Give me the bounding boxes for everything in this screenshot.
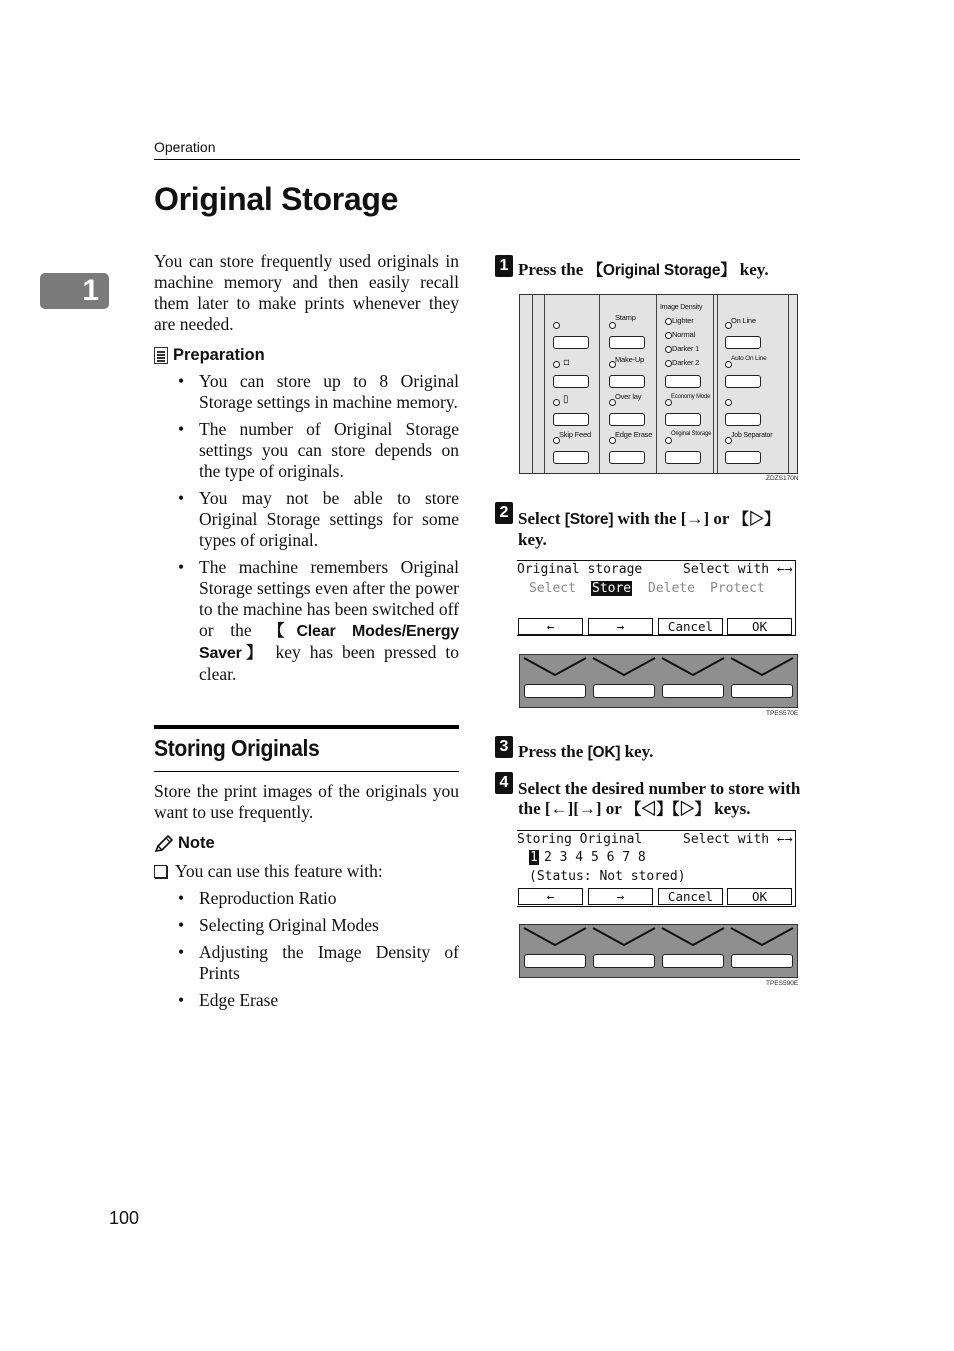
list-item: • The number of Original Storage settings you can store depends on the type of originals.: [178, 419, 459, 482]
job-separator-label: Job Separator: [731, 432, 773, 439]
feature-list: [178, 888, 459, 1017]
indicator-led: [665, 399, 672, 406]
lcd-title: Storing Original: [517, 832, 643, 847]
page-title: Original Storage: [154, 181, 399, 217]
lcd-option-delete: Delete: [648, 581, 695, 596]
figure-code: TPES570E: [766, 710, 799, 717]
makeup-label: Make-Up: [615, 355, 645, 364]
figure-code: TPES590E: [766, 980, 799, 987]
list-item: • Edge Erase: [178, 990, 459, 1011]
list-item-text: key has been pressed to clear.: [199, 642, 459, 684]
control-panel-figure: [519, 294, 798, 474]
step-text-part: key.: [518, 530, 547, 549]
step-text: [518, 260, 800, 281]
panel-button: [553, 375, 589, 388]
indicator-led: [553, 322, 560, 329]
selection-key: [731, 684, 793, 698]
lcd-left-button[interactable]: ←: [518, 618, 583, 635]
intro-paragraph: You can store frequently used originals in machine memory and then easily recall them later to make prints whenever they are needed.: [154, 251, 459, 334]
lcd-cancel-button[interactable]: Cancel: [658, 618, 723, 635]
mode-icon: ▫: [563, 357, 570, 368]
job-separator-button: [725, 451, 761, 464]
economy-mode-button: [665, 413, 701, 426]
section-title: Storing Originals: [154, 735, 320, 761]
step-number: 3: [495, 736, 513, 758]
step-text-part: Press the: [518, 260, 588, 279]
mode-icon: ▯: [563, 394, 569, 405]
right-key-label: 【▷】: [733, 511, 780, 528]
step-text: [518, 742, 800, 763]
selection-key: [593, 684, 655, 698]
lcd-hint: Select with ←→: [683, 562, 793, 577]
note-item-text: You can use this feature with:: [175, 861, 383, 881]
lcd-selected-number[interactable]: 1: [530, 850, 538, 865]
list-item: • You may not be able to store Original Storage settings for some types of original.: [178, 488, 459, 551]
chapter-tab: 1: [40, 273, 109, 309]
lcd-right-button[interactable]: →: [588, 888, 653, 905]
step-text-part: Select: [518, 509, 565, 528]
list-item-text: The machine remembers Original Storage settings even after the power to the machine has been switched off or the: [199, 557, 459, 640]
skip-feed-button: [553, 451, 589, 464]
selection-keys-figure: [519, 654, 798, 708]
original-storage-key-label: 【Original Storage】: [587, 262, 736, 279]
step-number: 1: [495, 255, 513, 277]
step-text-part: keys.: [709, 799, 751, 818]
on-line-label: On Line: [731, 316, 756, 325]
selection-key: [524, 684, 586, 698]
note-heading: [154, 834, 215, 853]
selection-keys-figure: [519, 924, 798, 978]
step-text-part: Press the: [518, 742, 588, 761]
step-text: [518, 509, 802, 550]
makeup-button: [609, 375, 645, 388]
preparation-list: [178, 371, 459, 691]
indicator-led: [553, 399, 560, 406]
stamp-button: [609, 336, 645, 349]
clear-modes-key-label: 【Clear Modes/Energy Saver】: [199, 623, 459, 662]
indicator-led: [665, 437, 672, 444]
list-item: • Adjusting the Image Density of Prints: [178, 942, 459, 984]
lcd-option-store: Store: [592, 581, 632, 596]
selection-key-chevrons: [520, 655, 796, 707]
image-density-label: Image Density: [660, 304, 703, 311]
list-item: [178, 557, 459, 685]
section-bar: [154, 725, 459, 729]
checkbox-icon: [154, 865, 167, 878]
indicator-led: [553, 361, 560, 368]
section-paragraph: Store the print images of the originals you want to use frequently.: [154, 781, 459, 822]
preparation-heading: [154, 346, 265, 365]
header-rule: [154, 159, 800, 160]
note-item: [154, 861, 383, 882]
panel-button: [553, 336, 589, 349]
edge-erase-button: [609, 451, 645, 464]
store-key-label: [Store]: [564, 511, 614, 528]
selection-key: [593, 954, 655, 968]
left-right-keys-label: 【◁】【▷】: [625, 801, 710, 818]
indicator-led: [609, 322, 616, 329]
darker2-label: Darker 2: [672, 358, 700, 367]
list-item: • Reproduction Ratio: [178, 888, 459, 909]
edge-erase-label: Edge Erase: [615, 430, 653, 439]
list-item: • You can store up to 8 Original Storage settings in machine memory.: [178, 371, 459, 413]
lcd-right-button[interactable]: →: [588, 618, 653, 635]
lcd-option-select: Select: [529, 581, 576, 596]
step-number: 4: [495, 772, 513, 794]
lcd-hint: Select with ←→: [683, 832, 793, 847]
indicator-led: [725, 361, 732, 368]
page-number: 100: [109, 1208, 140, 1228]
selection-key: [731, 954, 793, 968]
economy-mode-label: Economy Mode: [671, 394, 711, 400]
indicator-led: [665, 332, 672, 339]
ok-key-label: [OK]: [587, 744, 621, 761]
section-rule: [154, 771, 459, 772]
step-text-part: Select the desired number to store with the [←][→] or: [518, 779, 801, 818]
note-label: Note: [178, 834, 215, 852]
lcd-screen-storing-original: [517, 830, 796, 907]
lcd-status: (Status: Not stored): [529, 869, 686, 884]
skip-feed-label: Skip Feed: [559, 430, 591, 439]
overlay-label: Over lay: [615, 392, 642, 401]
lcd-number-list[interactable]: 2 3 4 5 6 7 8: [544, 850, 646, 865]
darker1-label: Darker 1: [672, 344, 700, 353]
step-text-part: key.: [735, 260, 769, 279]
overlay-button: [609, 413, 645, 426]
step-text-part: key.: [620, 742, 654, 761]
stamp-label: Stamp: [615, 313, 636, 322]
indicator-led: [665, 318, 672, 325]
lcd-option-protect: Protect: [710, 581, 765, 596]
selection-key-chevrons: [520, 925, 796, 977]
lcd-cancel-button[interactable]: Cancel: [658, 888, 723, 905]
running-header: Operation: [154, 139, 216, 155]
step-text-part: with the [→] or: [613, 509, 734, 528]
indicator-led: [665, 360, 672, 367]
preparation-label: Preparation: [173, 346, 265, 364]
preparation-icon: [154, 347, 168, 364]
figure-code: ZDZS170N: [766, 475, 799, 482]
original-storage-label: Original Storage: [671, 431, 712, 437]
auto-on-line-button: [725, 375, 761, 388]
indicator-led: [725, 399, 732, 406]
lcd-ok-button[interactable]: OK: [727, 888, 792, 905]
list-item: • Selecting Original Modes: [178, 915, 459, 936]
original-storage-button: [665, 451, 701, 464]
lcd-title: Original storage: [517, 562, 643, 577]
panel-button: [725, 413, 761, 426]
step-number: 2: [495, 502, 513, 524]
image-density-button: [665, 375, 701, 388]
step-text: [518, 779, 802, 820]
on-line-button: [725, 336, 761, 349]
selection-key: [524, 954, 586, 968]
selection-key: [662, 684, 724, 698]
normal-label: Normal: [672, 330, 695, 339]
auto-on-line-label: Auto On Line: [731, 355, 767, 362]
lcd-ok-button[interactable]: OK: [727, 618, 792, 635]
lcd-left-button[interactable]: ←: [518, 888, 583, 905]
lighter-label: Lighter: [672, 316, 694, 325]
lcd-screen-original-storage: [517, 560, 796, 636]
indicator-led: [665, 346, 672, 353]
pencil-icon: [154, 835, 174, 853]
selection-key: [662, 954, 724, 968]
panel-button: [553, 413, 589, 426]
